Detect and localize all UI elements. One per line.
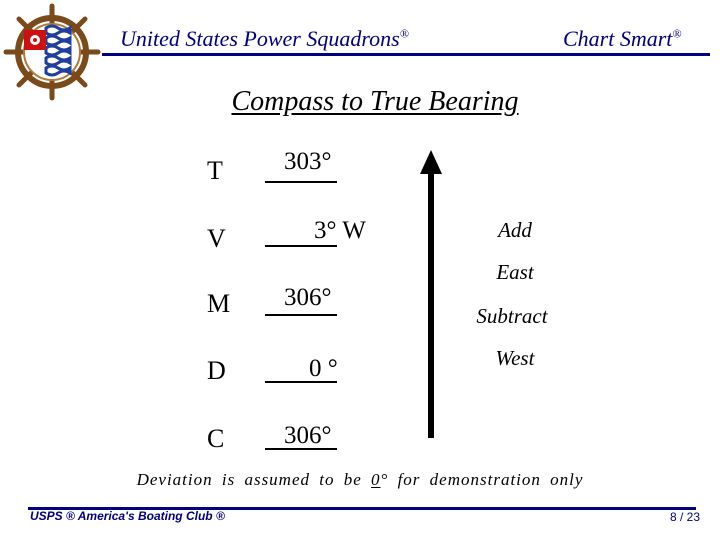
page-number: 8 / 23 — [669, 510, 700, 524]
deviation-value: 0 — [371, 470, 381, 489]
row-value-d: 0 ° — [309, 355, 338, 382]
row-label-v: V — [207, 224, 226, 253]
row-blank-t — [265, 181, 337, 183]
row-blank-m — [265, 314, 337, 316]
row-value-t: 303° — [284, 148, 332, 175]
row-value-v: 3° W — [314, 217, 366, 244]
slide-title: Compass to True Bearing — [231, 86, 519, 117]
row-label-c: C — [207, 424, 225, 453]
deviation-note: Deviation is assumed to be 0° for demonstration only — [136, 470, 584, 489]
org-name: United States Power Squadrons® — [120, 26, 409, 51]
row-blank-v — [265, 245, 337, 247]
product-name: Chart Smart® — [563, 26, 682, 51]
row-value-m: 306° — [284, 284, 332, 311]
row-value-c: 306° — [284, 422, 332, 449]
east-label: East — [496, 260, 534, 284]
row-label-m: M — [207, 289, 231, 318]
header-rule — [102, 53, 710, 56]
row-label-t: T — [207, 156, 223, 185]
subtract-label: Subtract — [476, 304, 548, 328]
row-label-d: D — [207, 356, 226, 385]
add-label: Add — [498, 218, 532, 242]
footer-brand: USPS ® America's Boating Club ® — [30, 509, 225, 523]
arrow-shaft — [428, 170, 434, 438]
west-label: West — [495, 346, 535, 370]
